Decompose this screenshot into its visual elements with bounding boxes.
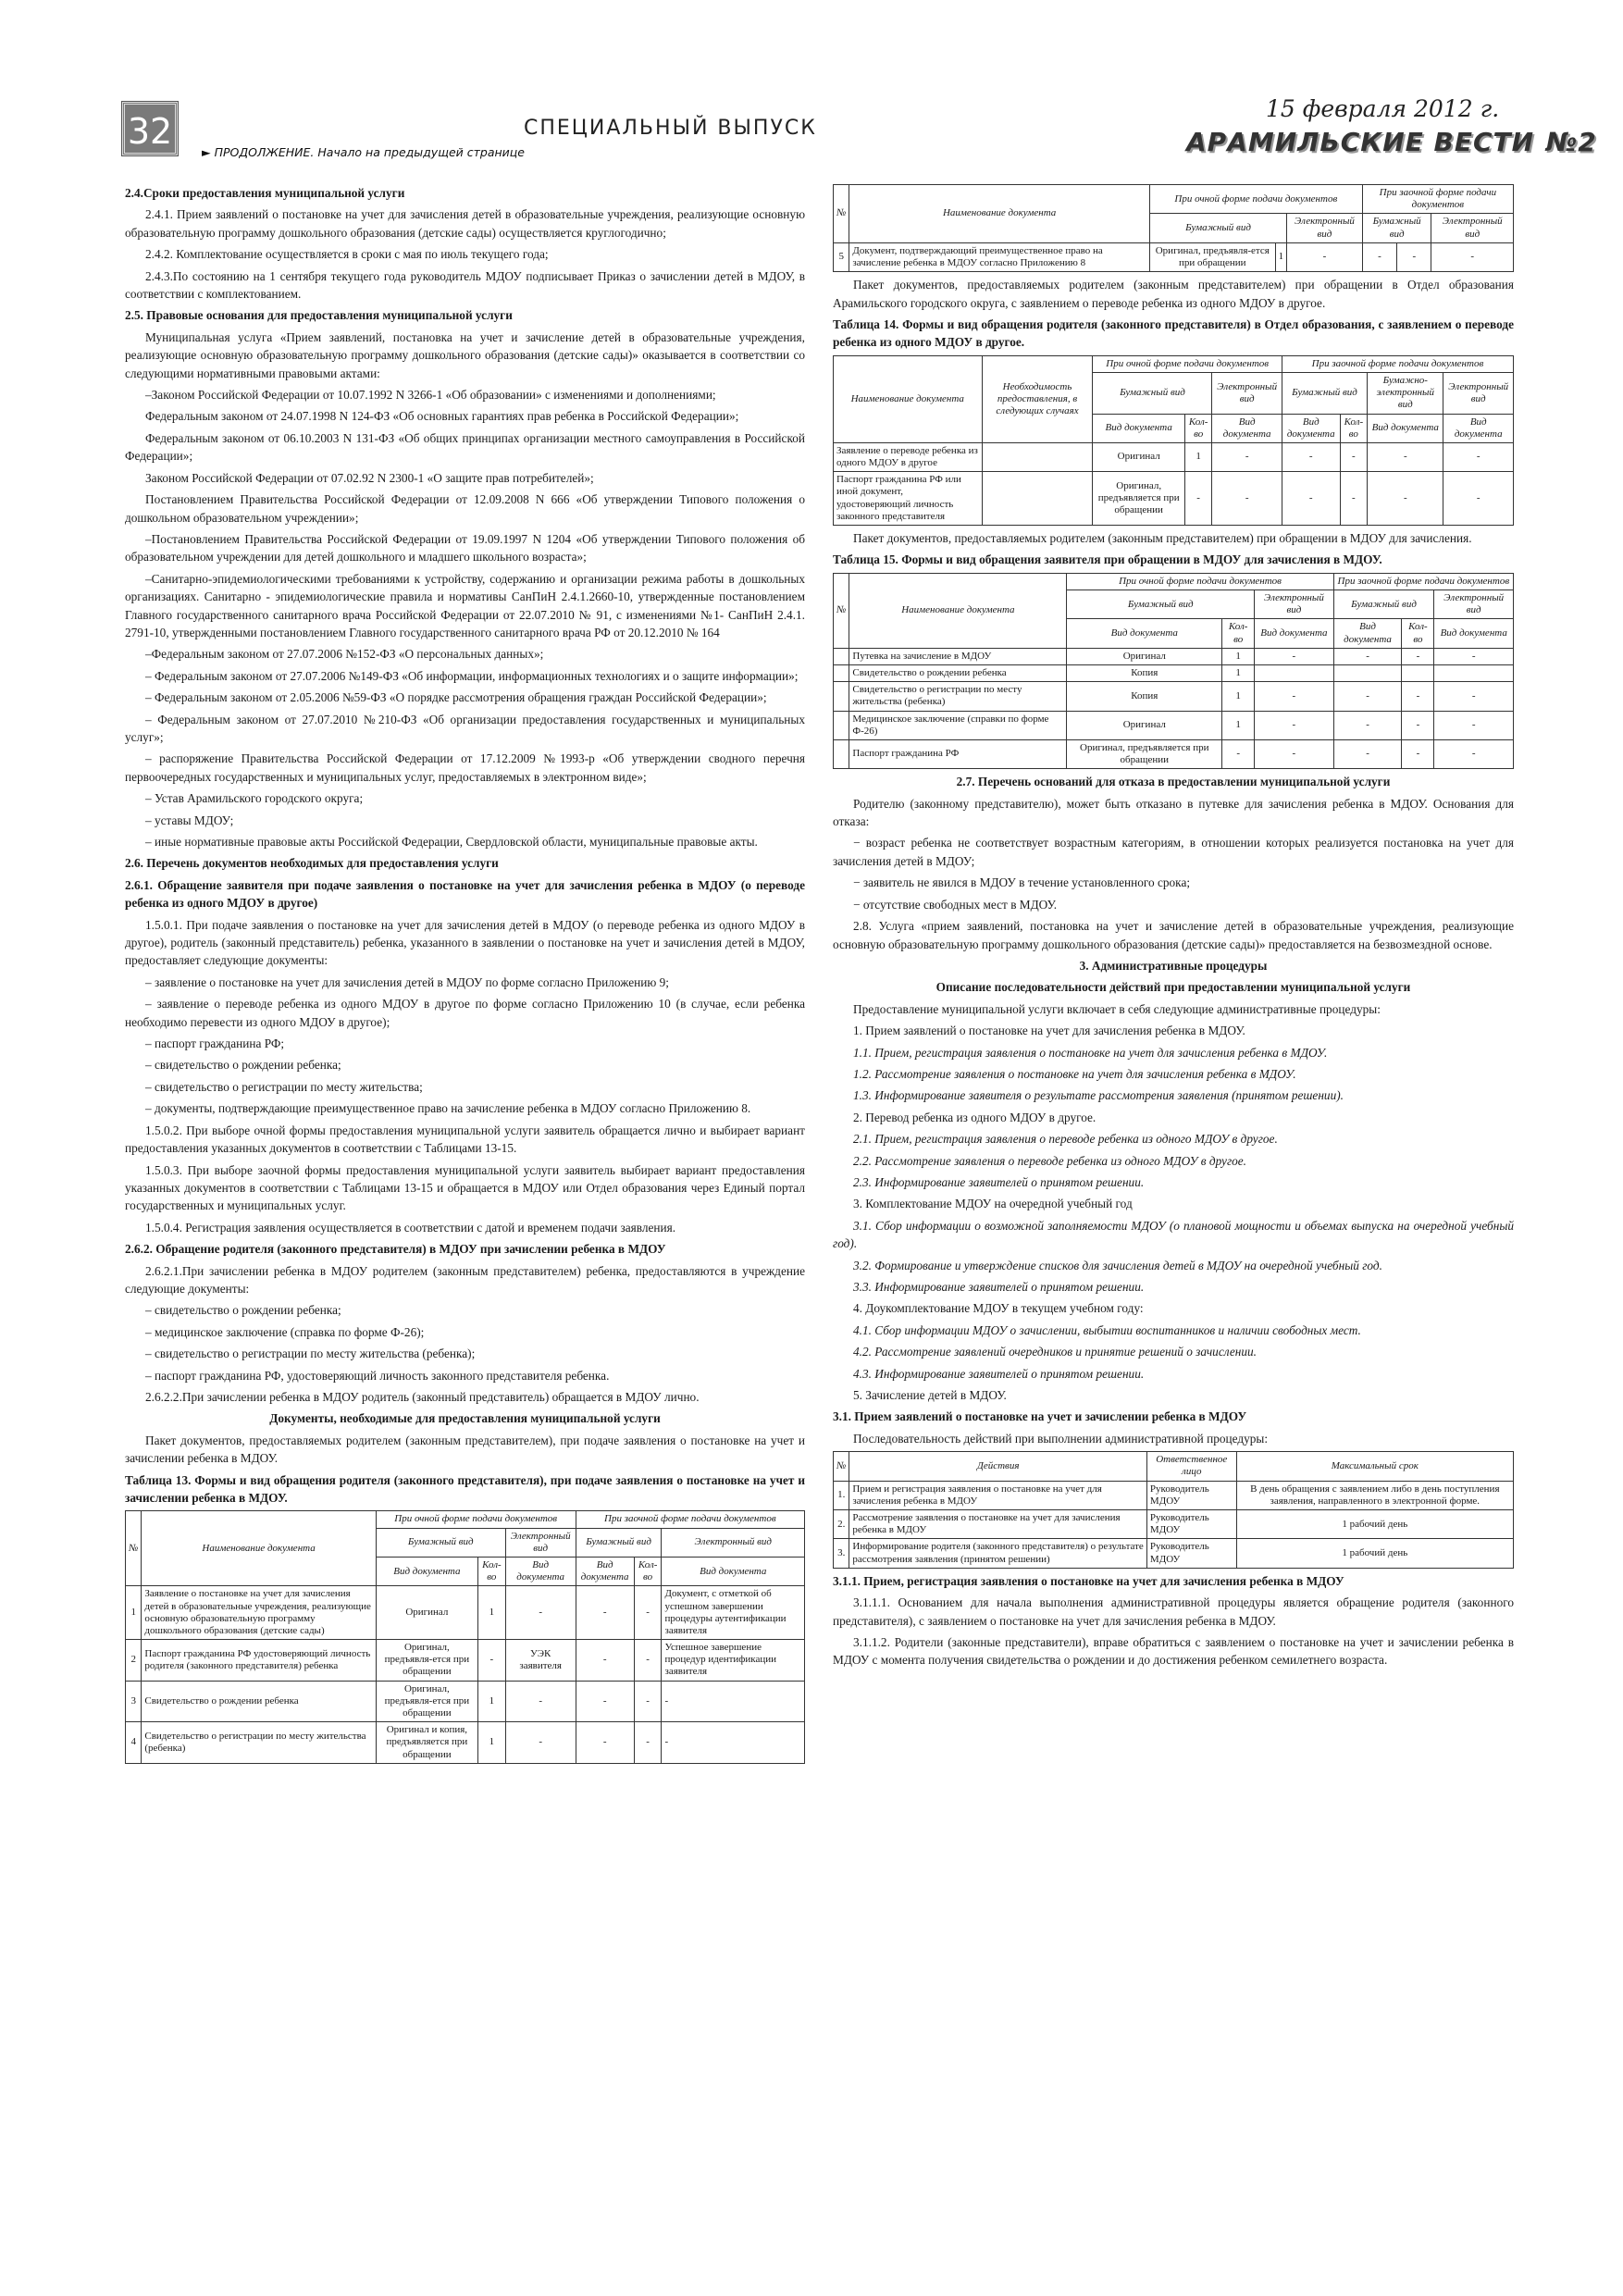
table-cell: - bbox=[634, 1586, 662, 1640]
table-cell: - bbox=[576, 1681, 634, 1722]
table-header-cell: № bbox=[834, 573, 849, 648]
table-header-cell: Бумажный вид bbox=[1067, 590, 1255, 619]
newspaper-name: АРАМИЛЬСКИЕ ВЕСТИ bbox=[1186, 127, 1535, 157]
issue-date: 15 февраля 2012 г. bbox=[1266, 95, 1500, 122]
paragraph: Федеральным законом от 06.10.2003 N 131-ФЗ «Об общих принципах организации местного самоуправления в Российской Федерации»; bbox=[125, 430, 805, 464]
paragraph: – иные нормативные правовые акты Российской Федерации, Свердловской области, муниципальные правовые акты. bbox=[145, 835, 758, 849]
table-cell: УЭК заявителя bbox=[505, 1640, 576, 1682]
table-cell: Копия bbox=[1067, 682, 1222, 711]
table-cell: Свидетельство о рождении ребенка bbox=[849, 664, 1067, 681]
table-cell bbox=[1333, 664, 1402, 681]
table-header-cell: Необходимость предоставления, в следующих случаях bbox=[982, 355, 1093, 442]
paragraph: Последовательность действий при выполнении административной процедуры: bbox=[853, 1431, 1269, 1446]
paragraph: 3.1. Сбор информации о возможной заполняемости МДОУ (о плановой мощности и объемах выпуска на очередной учебный год). bbox=[833, 1218, 1514, 1251]
table-cell: Свидетельство о регистрации по месту жительства (ребенка) bbox=[142, 1722, 376, 1764]
paragraph: –Законом Российской Федерации от 10.07.1992 N 3266-1 «Об образовании» с изменениями и дополнениями; bbox=[145, 388, 716, 403]
table-header-cell: Вид документа bbox=[1212, 414, 1282, 442]
table-cell: - bbox=[1402, 682, 1434, 711]
table-cell: - bbox=[505, 1586, 576, 1640]
table-header-cell: Кол-во bbox=[1222, 619, 1255, 648]
table-header-cell: Электронный вид bbox=[1434, 590, 1514, 619]
table-cell: Заявление о постановке на учет для зачисления детей в образовательные учреждения, реализующие основную образовательную программу дошкольного образования (детские сады) bbox=[142, 1586, 376, 1640]
table-cell: - bbox=[1402, 739, 1434, 768]
table-cell: 1 bbox=[1222, 682, 1255, 711]
table-cell: - bbox=[1333, 739, 1402, 768]
table-cell: - bbox=[1368, 442, 1443, 471]
table-cell: - bbox=[1255, 682, 1334, 711]
table-header-cell: Бумажный вид bbox=[1362, 214, 1431, 242]
paragraph: 1.5.0.2. При выборе очной формы предоставления муниципальной услуги заявитель обращается лично и выбирает вариант предоставления указанных документов в соответствии с Таблицами 13-15. bbox=[125, 1123, 805, 1156]
table-header-cell: Вид документа bbox=[1443, 414, 1514, 442]
right-column bbox=[833, 180, 1514, 1673]
paragraph: 2.4.Сроки предоставления муниципальной услуги bbox=[125, 186, 405, 200]
paragraph: – уставы МДОУ; bbox=[145, 813, 234, 827]
table-row bbox=[126, 1640, 805, 1682]
paragraph: 2.7. Перечень оснований для отказа в предоставлении муниципальной услуги bbox=[956, 775, 1391, 789]
paragraph: 2.6.2.1.При зачислении ребенка в МДОУ родителем (законным представителем) ребенка, предоставляются в учреждение следующие документы: bbox=[125, 1263, 805, 1296]
table-header-cell: Бумажно-электронный вид bbox=[1368, 372, 1443, 414]
paragraph: – Устав Арамильского городского округа; bbox=[145, 791, 364, 806]
paragraph: – заявление о переводе ребенка из одного МДОУ в другое по форме согласно Приложению 10 (в случае, если ребенка необходимо перевести из одного МДОУ в другое); bbox=[125, 997, 805, 1029]
paragraph: 5. Зачисление детей в МДОУ. bbox=[853, 1388, 1007, 1403]
table-row bbox=[834, 442, 1514, 471]
table-cell: Прием и регистрация заявления о постановке на учет для зачисления ребенка в МДОУ bbox=[849, 1481, 1147, 1509]
table-cell: - bbox=[576, 1586, 634, 1640]
paragraph: 1.5.0.3. При выборе заочной формы предоставления муниципальной услуги заявитель выбирает вариант предоставления указанных документов в соответствии с Таблицами 13-15 и обращается в МДОУ или Отдел образования через Единый портал государственных и муниципальных услуг. bbox=[125, 1162, 805, 1213]
paragraph: – Федеральным законом от 2.05.2006 №59-ФЗ «О порядке рассмотрения обращения граждан Российской Федерации»; bbox=[145, 690, 767, 705]
table-header-cell: Максимальный срок bbox=[1236, 1452, 1513, 1481]
table-cell: - bbox=[1255, 648, 1334, 664]
table-cell: 1 bbox=[478, 1681, 506, 1722]
table-header-cell: При заочной форме подачи документов bbox=[576, 1511, 804, 1528]
table-cell: Оригинал, предъявля-ется при обращении bbox=[376, 1640, 477, 1682]
table-cell: Оригинал, предъявля-ется при обращении bbox=[1149, 242, 1275, 271]
table-cell: - bbox=[1333, 682, 1402, 711]
paragraph: –Постановлением Правительства Российской Федерации от 19.09.1997 N 1204 «Об утверждении Типового положения об образовательном учреждении для детей дошкольного и младшего школьного возраста»; bbox=[125, 531, 805, 565]
table-header-cell: Электронный вид bbox=[1255, 590, 1334, 619]
paragraph: 2.6.1. Обращение заявителя при подаче заявления о постановке на учет для зачисления ребенка в МДОУ (о переводе ребенка из одного МДОУ в другое) bbox=[125, 877, 805, 911]
paragraph: 3.3. Информирование заявителей о принятом решении. bbox=[853, 1280, 1145, 1294]
paragraph: Таблица 15. Формы и вид обращения заявителя при обращении в МДОУ для зачисления в МДОУ. bbox=[833, 552, 1382, 567]
paragraph: 3.1. Прием заявлений о постановке на учет и зачислении ребенка в МДОУ bbox=[833, 1409, 1247, 1424]
table-cell: Руководитель МДОУ bbox=[1146, 1510, 1236, 1539]
table-cell: 3 bbox=[126, 1681, 142, 1722]
table-header-cell: Кол-во bbox=[1340, 414, 1368, 442]
table-cell: - bbox=[1434, 711, 1514, 739]
table-header-cell: № bbox=[126, 1511, 142, 1586]
paragraph: 1.5.0.1. При подаче заявления о постановке на учет для зачисления детей в МДОУ (о переводе ребенка из одного МДОУ в другое), родитель (законный представитель) ребенка, указанного в заявлении о постановке на учет и зачисления детей в МДОУ, предоставляет следующие документы: bbox=[125, 917, 805, 968]
table-row bbox=[834, 1481, 1514, 1509]
table-header-cell: Кол-во bbox=[478, 1557, 506, 1585]
issue-number: №2 bbox=[1545, 127, 1597, 157]
table-cell: - bbox=[1255, 739, 1334, 768]
table-cell: Паспорт гражданина РФ удостоверяющий личность родителя (законного представителя) ребенка bbox=[142, 1640, 376, 1682]
table-cell: 1 bbox=[1222, 664, 1255, 681]
table-row bbox=[126, 1511, 805, 1528]
table-cell: - bbox=[505, 1681, 576, 1722]
table-row bbox=[126, 1681, 805, 1722]
table-row bbox=[834, 1452, 1514, 1481]
table-header-cell: Кол-во bbox=[1402, 619, 1434, 648]
table-cell: - bbox=[1397, 242, 1431, 271]
table-cell: - bbox=[576, 1640, 634, 1682]
paragraph: Документы, необходимые для предоставления муниципальной услуги bbox=[269, 1411, 661, 1426]
table-cell: Рассмотрение заявления о постановке на учет для зачисления ребенка в МДОУ bbox=[849, 1510, 1147, 1539]
table-header-cell: Вид документа bbox=[576, 1557, 634, 1585]
table-cell bbox=[834, 739, 849, 768]
right-text-c bbox=[833, 773, 1514, 1447]
paragraph: 4.3. Информирование заявителей о принятом решении. bbox=[853, 1366, 1145, 1381]
table-cell: - bbox=[1402, 648, 1434, 664]
paragraph: 2.5. Правовые основания для предоставления муниципальной услуги bbox=[125, 308, 513, 323]
table-cell: Оригинал, предъявляется при обращении bbox=[1093, 472, 1184, 526]
table-cell: - bbox=[1434, 648, 1514, 664]
paragraph: 2.6.2.2.При зачислении ребенка в МДОУ родитель (законный представитель) обращается в МДОУ лично. bbox=[145, 1389, 700, 1404]
table-row bbox=[834, 739, 1514, 768]
table-row bbox=[834, 682, 1514, 711]
section-title: СПЕЦИАЛЬНЫЙ ВЫПУСК bbox=[524, 117, 817, 140]
table-row bbox=[834, 355, 1514, 372]
table-cell: - bbox=[1434, 682, 1514, 711]
table-cell: Паспорт гражданина РФ или иной документ, удостоверяющий личность законного представителя bbox=[834, 472, 983, 526]
paragraph: 2.8. Услуга «прием заявлений, постановка на учет и зачисление детей в образовательные учреждения, реализующие основную образовательную программу дошкольного образования (детские сады)» предоставляется на безвозмездной основе. bbox=[833, 919, 1514, 951]
table-header-cell: Вид документа bbox=[1093, 414, 1184, 442]
paragraph: Муниципальная услуга «Прием заявлений, постановка на учет и зачисление детей в образовательные учреждения, реализующие основную образовательную программу дошкольного образования (детские сады)» оказывается в соответствии со следующими нормативными правовыми актами: bbox=[125, 329, 805, 380]
paragraph: 2.4.2. Комплектование осуществляется в сроки с мая по июль текущего года; bbox=[145, 247, 549, 262]
table-cell bbox=[834, 648, 849, 664]
paragraph: – свидетельство о регистрации по месту жительства (ребенка); bbox=[145, 1347, 476, 1361]
table-cell: 1 рабочий день bbox=[1236, 1539, 1513, 1568]
paragraph: –Санитарно-эпидемиологическими требованиями к устройству, содержанию и организации режима работы в дошкольных организациях. Санитарно - эпидемиологические правила и нормативы СанПиН 2.4.1.2660-10, утвержденные постановлением Главного государственного санитарного врача Российской Федерации от 22.07.2010 № 91, с изменениями №1- СанПиН 2.4.1. 2791-10, утвержденными постановлением Главного государственного санитарного врача РФ от 20.12.2010 № 164 bbox=[125, 571, 805, 639]
table-header-cell: Кол-во bbox=[1184, 414, 1212, 442]
table-cell: - bbox=[1402, 711, 1434, 739]
paragraph: – документы, подтверждающие преимущественное право на зачисление ребенка в МДОУ согласно Приложению 8. bbox=[145, 1101, 751, 1116]
page-number: 32 bbox=[122, 102, 178, 155]
table-row bbox=[834, 185, 1514, 214]
paragraph: –Федеральным законом от 27.07.2006 №152-ФЗ «О персональных данных»; bbox=[145, 647, 544, 662]
table-header-cell: Вид документа bbox=[376, 1557, 477, 1585]
table-cell: - bbox=[1184, 472, 1212, 526]
paragraph: – паспорт гражданина РФ, удостоверяющий личность законного представителя ребенка. bbox=[145, 1368, 610, 1383]
paragraph: 2.2. Рассмотрение заявления о переводе ребенка из одного МДОУ в другое. bbox=[853, 1153, 1247, 1168]
table-cell: 3. bbox=[834, 1539, 849, 1568]
table-header-cell: Вид документа bbox=[662, 1557, 805, 1585]
table-cell: - bbox=[1362, 242, 1396, 271]
table-header-cell: Наименование документа bbox=[849, 573, 1067, 648]
table-header-cell: Электронный вид bbox=[1431, 214, 1514, 242]
table-header-cell: Электронный вид bbox=[1287, 214, 1363, 242]
paragraph: – свидетельство о рождении ребенка; bbox=[145, 1303, 341, 1318]
paragraph: 2.6. Перечень документов необходимых для предоставления услуги bbox=[125, 856, 499, 871]
table-header-cell: Кол-во bbox=[634, 1557, 662, 1585]
table-header-cell: Бумажный вид bbox=[1093, 372, 1212, 414]
table-cell: - bbox=[1212, 442, 1282, 471]
table-cell: - bbox=[1340, 472, 1368, 526]
table-header-cell: Вид документа bbox=[1282, 414, 1340, 442]
paragraph: Пакет документов, предоставляемых родителем (законным представителем) при обращении в МДОУ для зачисления. bbox=[853, 531, 1472, 545]
paragraph: – свидетельство о рождении ребенка; bbox=[145, 1058, 341, 1073]
table-cell: Оригинал bbox=[376, 1586, 477, 1640]
continued-note: ► ПРОДОЛЖЕНИЕ. Начало на предыдущей странице bbox=[202, 145, 525, 159]
table-header-cell: При заочной форме подачи документов bbox=[1282, 355, 1513, 372]
paragraph: 1.1. Прием, регистрация заявления о постановке на учет для зачисления ребенка в МДОУ. bbox=[853, 1045, 1328, 1060]
table-cell: - bbox=[662, 1722, 805, 1764]
table-header-cell: Наименование документа bbox=[142, 1511, 376, 1586]
table-cell: - bbox=[1333, 648, 1402, 664]
table-header-cell: Вид документа bbox=[1067, 619, 1222, 648]
table-header-cell: Наименование документа bbox=[849, 185, 1150, 243]
paragraph: – распоряжение Правительства Российской Федерации от 17.12.2009 №1993-р «Об утверждении сводного перечня первоочередных государственных и муниципальных услуг, предоставляемых в электронном виде»; bbox=[125, 751, 805, 784]
table-row bbox=[834, 472, 1514, 526]
table-header-cell: № bbox=[834, 1452, 849, 1481]
table-header-cell: № bbox=[834, 185, 849, 243]
procedure-table bbox=[833, 1451, 1514, 1569]
table-cell: - bbox=[1340, 442, 1368, 471]
table-cell: 1 рабочий день bbox=[1236, 1510, 1513, 1539]
paragraph: 4.1. Сбор информации МДОУ о зачислении, выбытии воспитанников и наличии свободных мест. bbox=[853, 1322, 1361, 1337]
table-header-cell: Бумажный вид bbox=[576, 1528, 662, 1557]
table-cell: - bbox=[1212, 472, 1282, 526]
paragraph: Описание последовательности действий при предоставлении муниципальной услуги bbox=[935, 980, 1411, 995]
table-15 bbox=[833, 573, 1514, 769]
paragraph: − отсутствие свободных мест в МДОУ. bbox=[853, 897, 1058, 912]
table-header-cell: Вид документа bbox=[1333, 619, 1402, 648]
table-row bbox=[834, 1510, 1514, 1539]
paragraph: 2. Перевод ребенка из одного МДОУ в другое. bbox=[853, 1110, 1096, 1124]
table-row bbox=[834, 648, 1514, 664]
table-cell bbox=[834, 664, 849, 681]
table-cell: Копия bbox=[1067, 664, 1222, 681]
table-header-cell: При заочной форме подачи документов bbox=[1362, 185, 1513, 214]
paragraph: Родителю (законному представителю), может быть отказано в путевке для зачисления ребенка в МДОУ. Основания для отказа: bbox=[833, 796, 1514, 829]
table-cell: 1 bbox=[1275, 242, 1287, 271]
paragraph: 4. Доукомплектование МДОУ в текущем учебном году: bbox=[853, 1301, 1144, 1316]
table-header-cell: Действия bbox=[849, 1452, 1147, 1481]
table-cell: - bbox=[634, 1640, 662, 1682]
table-header-cell: Ответственное лицо bbox=[1146, 1452, 1236, 1481]
table-cell: - bbox=[1333, 711, 1402, 739]
table-header-cell: Электронный вид bbox=[505, 1528, 576, 1557]
paragraph: 2.1. Прием, регистрация заявления о переводе ребенка из одного МДОУ в другое. bbox=[853, 1132, 1278, 1147]
table-header-cell: Электронный вид bbox=[1212, 372, 1282, 414]
table-cell: - bbox=[1431, 242, 1514, 271]
paragraph: 1. Прием заявлений о постановке на учет для зачисления ребенка в МДОУ. bbox=[853, 1024, 1245, 1038]
table-cell: - bbox=[1287, 242, 1363, 271]
paragraph: − заявитель не явился в МДОУ в течение установленного срока; bbox=[853, 875, 1191, 890]
table-header-cell: При очной форме подачи документов bbox=[1149, 185, 1362, 214]
table-cell: - bbox=[1255, 711, 1334, 739]
paragraph: 3.1.1.2. Родители (законные представители), вправе обратиться с заявлением о постановке на учет и зачислении ребенка в МДОУ с момента получения свидетельства о рождении и до достижения ребенком семилетнего возраста. bbox=[833, 1634, 1514, 1668]
paragraph: 3. Административные процедуры bbox=[1079, 958, 1268, 973]
paragraph: 1.2. Рассмотрение заявления о постановке на учет для зачисления ребенка в МДОУ. bbox=[853, 1066, 1296, 1081]
paragraph: 2.3. Информирование заявителей о принятом решении. bbox=[853, 1174, 1145, 1189]
paragraph: – Федеральным законом от 27.07.2010 №210-ФЗ «Об организации предоставления государственных и муниципальных услуг»; bbox=[125, 712, 805, 744]
paragraph: – паспорт гражданина РФ; bbox=[145, 1036, 285, 1051]
table-cell: Документ, с отметкой об успешном завершении процедуры аутентификации заявителя bbox=[662, 1586, 805, 1640]
newspaper-logo bbox=[1186, 118, 1597, 163]
left-column bbox=[125, 180, 805, 1768]
table-cell: Успешное завершение процедур идентификации заявителя bbox=[662, 1640, 805, 1682]
table-cell: 1 bbox=[478, 1586, 506, 1640]
left-text bbox=[125, 184, 805, 1507]
table-cell: - bbox=[634, 1681, 662, 1722]
paragraph: Пакет документов, предоставляемых родителем (законным представителем) при обращении в Отдел образования Арамильского городского округа, с заявлением о переводе ребенка из одного МДОУ в другое. bbox=[833, 278, 1514, 310]
table-cell: Медицинское заключение (справки по форме Ф-26) bbox=[849, 711, 1067, 739]
paragraph: 3. Комплектование МДОУ на очередной учебный год bbox=[853, 1197, 1133, 1211]
table-header-cell: Электронный вид bbox=[662, 1528, 805, 1557]
table-header-cell: Вид документа bbox=[505, 1557, 576, 1585]
table-cell bbox=[834, 711, 849, 739]
table-cell: Оригинал bbox=[1093, 442, 1184, 471]
paragraph: 3.2. Формирование и утверждение списков для зачисления детей в МДОУ на очередной учебный год. bbox=[853, 1258, 1382, 1272]
table-cell: - bbox=[576, 1722, 634, 1764]
table-cell: - bbox=[1434, 739, 1514, 768]
page-header bbox=[0, 0, 1623, 176]
table-cell: Оригинал, предъявляется при обращении bbox=[1067, 739, 1222, 768]
table-cell: - bbox=[505, 1722, 576, 1764]
table-cell: 1 bbox=[1184, 442, 1212, 471]
paragraph: Таблица 13. Формы и вид обращения родителя (законного представителя), при подаче заявления о постановке на учет и зачислении ребенка в МДОУ. bbox=[125, 1472, 805, 1505]
paragraph: Постановлением Правительства Российской Федерации от 12.09.2008 N 666 «Об утверждении Типового положения о дошкольном образовательном учреждении»; bbox=[125, 492, 805, 525]
table-13-continued bbox=[833, 184, 1514, 272]
table-cell: - bbox=[1368, 472, 1443, 526]
paragraph: Таблица 14. Формы и вид обращения родителя (законного представителя) в Отдел образования, с заявлением о переводе ребенка из одного МДОУ в другое. bbox=[833, 316, 1514, 350]
table-cell bbox=[834, 682, 849, 711]
table-cell: Свидетельство о регистрации по месту жительства (ребенка) bbox=[849, 682, 1067, 711]
right-text-b bbox=[833, 529, 1514, 569]
table-header-cell: Наименование документа bbox=[834, 355, 983, 442]
table-cell: - bbox=[662, 1681, 805, 1722]
paragraph: 3.1.1.1. Основанием для начала выполнения административной процедуры является обращение родителя (законного представителя), с заявлением о постановке на учет для зачисления ребенка в МДОУ. bbox=[833, 1595, 1514, 1628]
table-cell: Путевка на зачисление в МДОУ bbox=[849, 648, 1067, 664]
paragraph: – свидетельство о регистрации по месту жительства; bbox=[145, 1079, 423, 1094]
paragraph: 1.3. Информирование заявителя о результате рассмотрения заявления (принятом решении). bbox=[853, 1088, 1344, 1103]
right-text-a bbox=[833, 276, 1514, 352]
table-cell bbox=[1434, 664, 1514, 681]
paragraph: Законом Российской Федерации от 07.02.92 N 2300-1 «О защите прав потребителей»; bbox=[145, 470, 594, 485]
table-cell: Руководитель МДОУ bbox=[1146, 1539, 1236, 1568]
table-cell bbox=[982, 472, 1093, 526]
paragraph: 3.1.1. Прием, регистрация заявления о постановке на учет для зачисления ребенка в МДОУ bbox=[833, 1573, 1344, 1588]
table-row bbox=[834, 664, 1514, 681]
paragraph: Федеральным законом от 24.07.1998 N 124-ФЗ «Об основных гарантиях прав ребенка в Российской Федерации»; bbox=[145, 409, 739, 424]
paragraph: 2.4.3.По состоянию на 1 сентября текущего года руководитель МДОУ подписывает Приказ о зачислении детей в МДОУ, в соответствии с комплектованием. bbox=[125, 268, 805, 302]
paragraph: − возраст ребенка не соответствует возрастным категориям, в отношении которых реализуется постановка на учет для зачисления детей в МДОУ; bbox=[833, 836, 1514, 868]
table-header-cell: Бумажный вид bbox=[376, 1528, 505, 1557]
table-cell: 5 bbox=[834, 242, 849, 271]
table-cell bbox=[1402, 664, 1434, 681]
table-cell: Информирование родителя (законного представителя) о результате рассмотрения заявления (принятом решении) bbox=[849, 1539, 1147, 1568]
table-header-cell: Вид документа bbox=[1368, 414, 1443, 442]
table-header-cell: При очной форме подачи документов bbox=[1093, 355, 1282, 372]
table-header-cell: Бумажный вид bbox=[1149, 214, 1286, 242]
table-cell: Заявление о переводе ребенка из одного МДОУ в другое bbox=[834, 442, 983, 471]
table-cell: 2 bbox=[126, 1640, 142, 1682]
table-header-cell: Бумажный вид bbox=[1333, 590, 1434, 619]
table-cell: Оригинал bbox=[1067, 711, 1222, 739]
table-header-cell: При очной форме подачи документов bbox=[1067, 573, 1333, 590]
table-cell: 1. bbox=[834, 1481, 849, 1509]
table-cell: Руководитель МДОУ bbox=[1146, 1481, 1236, 1509]
table-cell: Оригинал, предъявля-ется при обращении bbox=[376, 1681, 477, 1722]
table-cell: - bbox=[1443, 472, 1514, 526]
table-header-cell: Вид документа bbox=[1255, 619, 1334, 648]
table-header-cell: При заочной форме подачи документов bbox=[1333, 573, 1513, 590]
table-row bbox=[126, 1586, 805, 1640]
table-cell: Оригинал и копия, предъявляется при обращении bbox=[376, 1722, 477, 1764]
paragraph: 2.6.2. Обращение родителя (законного представителя) в МДОУ при зачислении ребенка в МДОУ bbox=[125, 1242, 666, 1257]
paragraph: Предоставление муниципальной услуги включает в себя следующие административные процедуры: bbox=[853, 1001, 1381, 1016]
table-cell: Оригинал bbox=[1067, 648, 1222, 664]
paragraph: 1.5.0.4. Регистрация заявления осуществляется в соответствии с датой и временем подачи заявления. bbox=[145, 1220, 676, 1235]
table-cell: В день обращения с заявлением либо в день поступления заявления, направленного в электронной форме. bbox=[1236, 1481, 1513, 1509]
table-cell: - bbox=[1282, 472, 1340, 526]
table-row bbox=[126, 1722, 805, 1764]
table-cell: Документ, подтверждающий преимущественное право на зачисление ребенка в МДОУ согласно Приложению 8 bbox=[849, 242, 1150, 271]
paragraph: – медицинское заключение (справка по форме Ф-26); bbox=[145, 1324, 425, 1339]
table-header-cell: При очной форме подачи документов bbox=[376, 1511, 576, 1528]
table-header-cell: Электронный вид bbox=[1443, 372, 1514, 414]
table-cell: - bbox=[1443, 442, 1514, 471]
table-cell: - bbox=[1222, 739, 1255, 768]
table-cell: - bbox=[478, 1640, 506, 1682]
paragraph: Пакет документов, предоставляемых родителем (законным представителем), при подаче заявления о постановке на учет и зачислении ребенка в МДОУ. bbox=[125, 1433, 805, 1466]
table-cell: Свидетельство о рождении ребенка bbox=[142, 1681, 376, 1722]
table-header-cell: Бумажный вид bbox=[1282, 372, 1367, 414]
paragraph: – Федеральным законом от 27.07.2006 №149-ФЗ «Об информации, информационных технологиях и о защите информации»; bbox=[145, 668, 799, 683]
table-cell: - bbox=[1282, 442, 1340, 471]
table-row bbox=[834, 573, 1514, 590]
paragraph: – заявление о постановке на учет для зачисления детей в МДОУ по форме согласно Приложению 9; bbox=[145, 974, 669, 989]
right-text-d bbox=[833, 1572, 1514, 1669]
table-cell: 2. bbox=[834, 1510, 849, 1539]
table-cell: 1 bbox=[126, 1586, 142, 1640]
table-cell bbox=[1255, 664, 1334, 681]
table-row bbox=[834, 242, 1514, 271]
table-cell: 1 bbox=[1222, 648, 1255, 664]
table-row bbox=[834, 711, 1514, 739]
table-header-cell: Вид документа bbox=[1434, 619, 1514, 648]
table-cell bbox=[982, 442, 1093, 471]
paragraph: 4.2. Рассмотрение заявлений очередников и принятие решений о зачислении. bbox=[853, 1345, 1257, 1359]
table-cell: Паспорт гражданина РФ bbox=[849, 739, 1067, 768]
table-cell: 4 bbox=[126, 1722, 142, 1764]
table-13 bbox=[125, 1510, 805, 1763]
table-cell: 1 bbox=[478, 1722, 506, 1764]
table-row bbox=[834, 1539, 1514, 1568]
table-cell: - bbox=[634, 1722, 662, 1764]
paragraph: 2.4.1. Прием заявлений о постановке на учет для зачисления детей в образовательные учреждения, реализующие основную образовательную программу дошкольного образования (детские сады) осуществляется круглогодично; bbox=[125, 207, 805, 240]
table-14 bbox=[833, 355, 1514, 526]
table-cell: 1 bbox=[1222, 711, 1255, 739]
